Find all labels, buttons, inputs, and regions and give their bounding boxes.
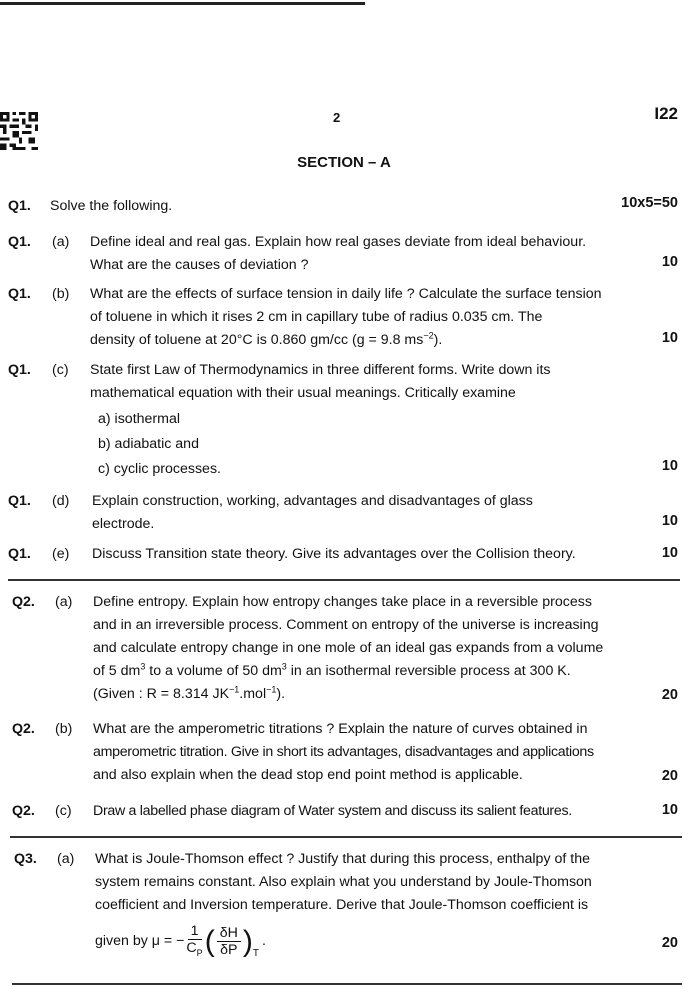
divider (10, 836, 682, 838)
right-paren: ) (242, 924, 253, 958)
qr-code-icon (0, 112, 38, 150)
superscript: 3 (140, 661, 146, 672)
question-part: (a) (55, 594, 73, 610)
marks: 10 (661, 513, 678, 529)
question-part: (d) (52, 493, 70, 509)
text-line (93, 683, 674, 706)
question-text (93, 591, 674, 706)
marks: 10 (661, 458, 678, 474)
text-line: Explain construction, working, advantages and disadvantages of glass (92, 493, 533, 509)
text-segment: .mol (239, 686, 267, 702)
joule-thomson-formula (184, 923, 265, 961)
superscript: −2 (423, 330, 434, 341)
sub-item: b) adiabatic and (98, 436, 199, 452)
text-line: What are the effects of surface tension in daily life ? Calculate the surface tension (90, 286, 602, 302)
text-line: electrode. (92, 516, 155, 532)
text-line: system remains constant. Also explain what you understand by Joule-Thomson (95, 874, 592, 890)
text-line: amperometric titration. Give in short its advantages, disadvantages and applications (93, 744, 594, 760)
text-line: mathematical equation with their usual meanings. Critically examine (90, 385, 516, 401)
sub-item: c) cyclic processes. (98, 461, 221, 477)
sub-item: a) isothermal (98, 411, 181, 427)
paper-code: I22 (654, 104, 678, 123)
question-part: (c) (55, 803, 72, 819)
text-line (93, 660, 674, 683)
question-number: Q2. (12, 721, 35, 737)
question-text (90, 359, 666, 482)
divider (8, 579, 680, 581)
question-part: (a) (57, 851, 75, 867)
text-line: and in an irreversible process. Comment on entropy of the universe is increasing (93, 617, 599, 633)
marks: 10 (661, 802, 678, 818)
question-text (92, 490, 666, 536)
text-line: What are the amperometric titrations ? Explain the nature of curves obtained in (93, 721, 588, 737)
left-paren: ( (204, 924, 215, 958)
question-number: Q1. (8, 234, 31, 250)
question-part: (c) (52, 362, 69, 378)
superscript: 3 (281, 661, 287, 672)
top-rule (0, 2, 365, 5)
marks: 10 (661, 545, 678, 561)
formula-line (95, 923, 674, 961)
question-number: Q1. (8, 493, 31, 509)
section-title: SECTION – A (297, 154, 391, 171)
denominator (186, 940, 202, 961)
fraction (217, 925, 241, 958)
question-text (93, 718, 674, 787)
text-line: of toluene in which it rises 2 cm in capillary tube of radius 0.035 cm. The (90, 309, 543, 325)
text-segment: ). (276, 686, 286, 702)
text-segment: (Given : R = 8.314 JK (93, 686, 230, 702)
text-line: Define ideal and real gas. Explain how real gases deviate from ideal behaviour. (90, 234, 587, 250)
question-number: Q3. (14, 851, 37, 867)
marks: 20 (661, 768, 678, 784)
question-part: (a) (52, 234, 70, 250)
question-text (90, 283, 666, 352)
question-number: Q1. (8, 286, 31, 302)
text-segment: of 5 dm (93, 663, 141, 679)
question-number: Q2. (12, 594, 35, 610)
text-line: State first Law of Thermodynamics in three different forms. Write down its (90, 362, 551, 378)
text-segment: ). (433, 332, 443, 348)
question-text (95, 848, 674, 961)
marks: 20 (661, 687, 678, 703)
text-line: coefficient and Inversion temperature. Derive that Joule-Thomson coefficient is (95, 897, 589, 913)
formula-suffix: . (261, 933, 266, 950)
question-number: Q2. (12, 803, 35, 819)
question-text (90, 231, 666, 277)
question-part: (e) (52, 546, 70, 562)
marks: 10 (661, 254, 678, 270)
marks: 10 (661, 330, 678, 346)
numerator: 1 (188, 923, 202, 940)
question-number: Q1. (8, 198, 31, 214)
denominator-symbol: C (186, 940, 197, 956)
text-line: and also explain when the dead stop end point method is applicable. (93, 767, 523, 783)
marks: 20 (661, 935, 678, 951)
text-line: Define entropy. Explain how entropy changes take place in a reversible process (93, 594, 592, 610)
page-number: 2 (333, 110, 341, 125)
question-part: (b) (55, 721, 73, 737)
question-text: Solve the following. (50, 198, 173, 214)
superscript: −1 (266, 684, 277, 695)
question-part: (b) (52, 286, 70, 302)
question-number: Q1. (8, 546, 31, 562)
text-line: What are the causes of deviation ? (90, 257, 309, 273)
text-line (90, 329, 666, 352)
text-segment: density of toluene at 20°C is 0.860 gm/cc (g = 9.8 ms (90, 332, 424, 348)
text-line: and calculate entropy change in one mole of an ideal gas expands from a volume (93, 640, 604, 656)
divider (12, 983, 682, 985)
numerator: δH (217, 925, 241, 942)
subscript: P (196, 947, 203, 958)
superscript: −1 (229, 684, 240, 695)
marks: 10x5=50 (621, 195, 678, 211)
text-line: What is Joule-Thomson effect ? Justify that during this process, enthalpy of the (95, 851, 590, 867)
text-segment: in an isothermal reversible process at 300 K. (286, 663, 571, 679)
question-number: Q1. (8, 362, 31, 378)
denominator: δP (220, 942, 238, 959)
formula-prefix: given by μ = − (95, 933, 185, 950)
question-text: Draw a labelled phase diagram of Water system and discuss its salient features. (93, 803, 572, 819)
fraction (186, 923, 202, 961)
question-text: Discuss Transition state theory. Give its advantages over the Collision theory. (92, 546, 576, 562)
text-segment: to a volume of 50 dm (145, 663, 282, 679)
subscript: T (252, 948, 259, 960)
